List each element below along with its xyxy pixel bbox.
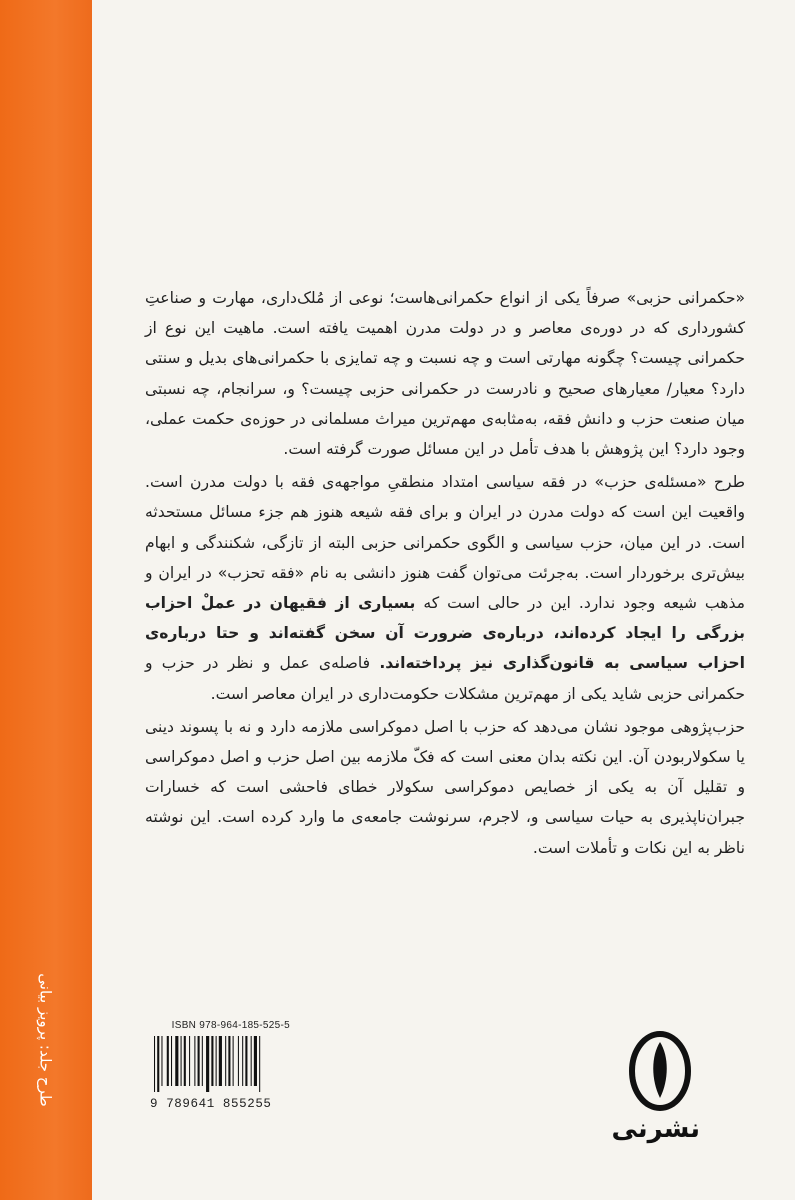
- barcode-stripe: [211, 1036, 213, 1086]
- cover-design-credit: [28, 960, 64, 1120]
- barcode-stripe: [194, 1036, 195, 1086]
- back-cover-blurb: [145, 283, 745, 863]
- barcode-stripe: [161, 1036, 162, 1086]
- barcode-stripe: [198, 1036, 200, 1086]
- orange-spine-band: [0, 0, 92, 1200]
- barcode-stripe: [181, 1036, 182, 1086]
- barcode-stripe: [206, 1036, 209, 1092]
- barcode-stripe: [184, 1036, 186, 1086]
- publisher-logo: [611, 1030, 700, 1150]
- barcode-stripe: [225, 1036, 226, 1086]
- barcode-stripe: [242, 1036, 243, 1086]
- blurb-paragraph-3: حزب‌پژوهی موجود نشان می‌دهد که حزب با اصل دموکراسی ملازمه دارد و نه با پسوند دینی یا سکولاربودن آن. این نکته بدان معنی است که فکّ ملازمه بین اصل حزب و اصل دموکراسی و تقلیل آن به یکی از خصایص دموکراسی سکولار خطای فاحشی است که خسارات جبران‌ناپذیری به حیات سیاسی و، لاجرم، سرنوشت جامعه‌ی ما وارد کرده است. این نوشته ناظر به این نکات و تأملات است.: [145, 717, 745, 857]
- barcode-stripe: [233, 1036, 234, 1086]
- blurb-paragraph-1: «حکمرانی حزبی» صرفاً یکی از انواع حکمرانی‌هاست؛ نوعی از مُلک‌داری، مهارت و صناعتِ کشورداری که در دوره‌ی معاصر و در دولت مدرن اهمیت یافته است. ماهیت این نوع از حکمرانی چیست؟ چگونه مهارتی است و چه نسبت و چه تمایزی با حکمرانی‌های بدیل و سنتی دارد؟ معیار/ معیارهای صحیح و نادرست در حکمرانی حزبی چیست؟ و، سرانجام، چه نسبتی میان صنعت حزب و دانش فقه، به‌مثابه‌ی مهم‌ترین میراث مسلمانی در حوزه‌ی حکمت عملی، وجود دارد؟ این پژوهش با هدف تأمل در این مسائل صورت گرفته است.: [145, 289, 745, 459]
- barcode-stripe: [167, 1036, 169, 1086]
- barcode-stripe: [157, 1036, 159, 1092]
- barcode-stripe: [189, 1036, 190, 1086]
- publisher-name: نشرنی: [611, 1114, 700, 1144]
- barcode-stripe: [238, 1036, 239, 1086]
- blurb-paragraph-2: [145, 467, 745, 709]
- barcode-stripe: [202, 1036, 203, 1086]
- blurb-paragraph-2-bold: بسیاری از فقیهان در عملْ احزاب بزرگی را ایجاد کرده‌اند، درباره‌ی ضرورت آن سخن گفته‌اند و حتا درباره‌ی احزاب سیاسی به قانون‌گذاری نیز پرداخته‌اند.: [145, 594, 745, 673]
- barcode-stripe: [228, 1036, 230, 1086]
- isbn-barcode: [150, 1020, 290, 1112]
- barcode-stripe: [219, 1036, 222, 1086]
- blurb-paragraph-2-start: طرح «مسئله‌ی حزب» در فقه سیاسی امتداد منطقیِ مواجهه‌ی فقه با دولت مدرن است. واقعیت این است که دولت مدرن در ایران و برای فقه شیعه هنوز هم جزء مسائل مستحدثه است. در این میان، حزب سیاسی و الگوی حکمرانی حزبی البته از تازگی، شکنندگی و ابهام بیش‌تری برخوردار است. به‌جرئت می‌توان گفت هنوز دانشی به نام «فقه تحزب» در ایران و مذهب شیعه وجود ندارد. این در حالی است که: [145, 473, 745, 613]
- cover-design-credit-text: طرح جلد: پرویز بیانی: [37, 973, 55, 1107]
- barcode-stripe: [254, 1036, 257, 1086]
- barcode-stripe: [251, 1036, 252, 1086]
- publisher-reed-emblem-icon: [628, 1030, 692, 1112]
- barcode-stripe: [245, 1036, 247, 1086]
- barcode-stripe: [259, 1036, 260, 1092]
- barcode-stripe: [154, 1036, 155, 1092]
- barcode-stripe: [175, 1036, 178, 1086]
- barcode-stripe: [216, 1036, 217, 1086]
- barcode-stripe: [171, 1036, 172, 1086]
- barcode-number: 9 789641 855255: [150, 1097, 272, 1111]
- blurb-paragraph-2-end: فاصله‌ی عمل و نظر در حزب و حکمرانی حزبی شاید یکی از مهم‌ترین مشکلات حکومت‌داری در ایران معاصر است.: [145, 654, 745, 703]
- isbn-text: ISBN 978-964-185-525-5: [171, 1020, 290, 1031]
- barcode-bars: [154, 1036, 288, 1092]
